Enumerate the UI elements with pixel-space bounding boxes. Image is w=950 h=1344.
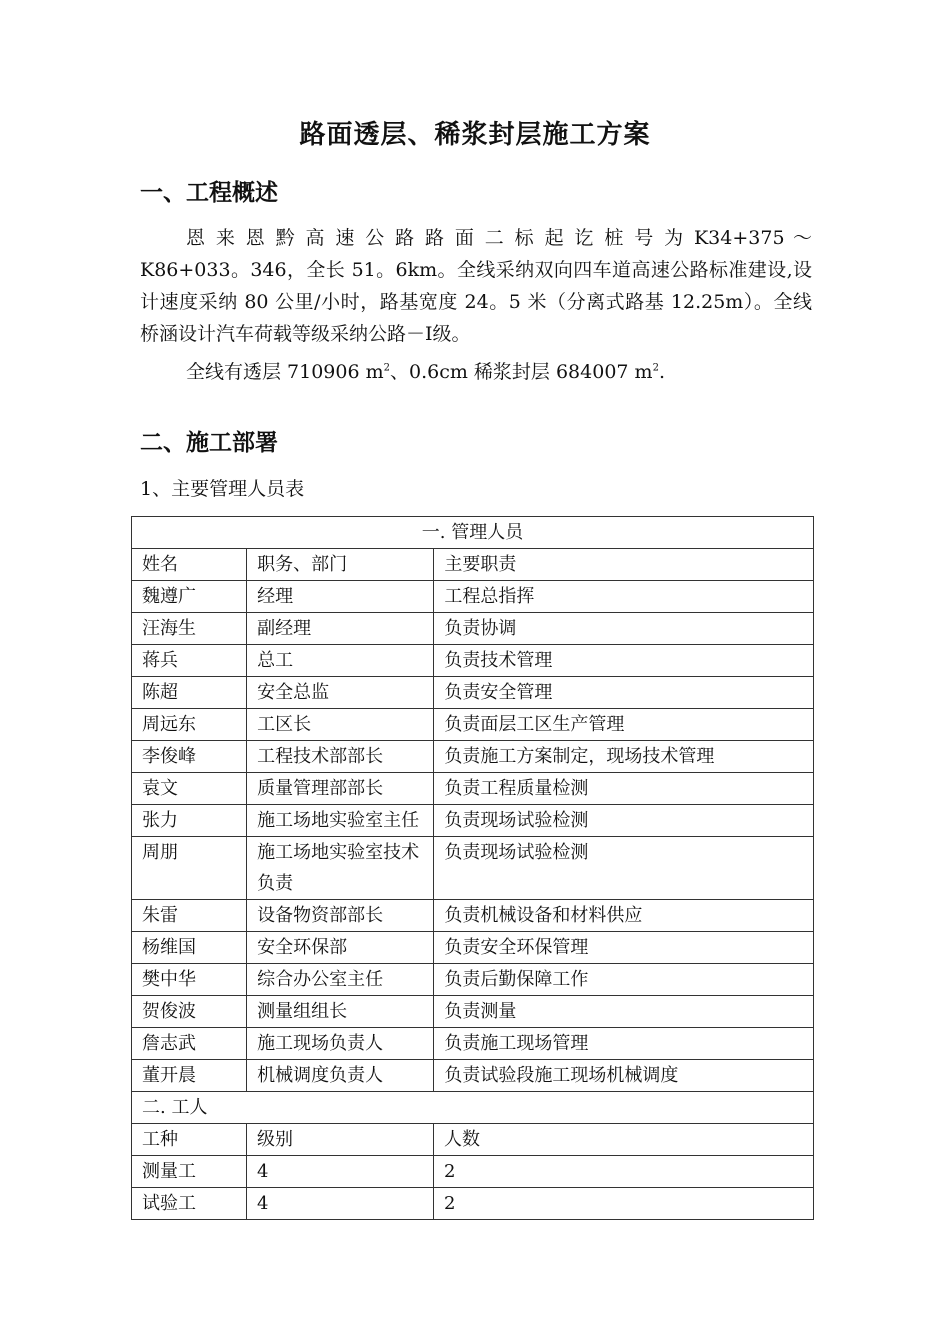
- staff-position-cell: 综合办公室主任: [247, 964, 434, 996]
- staff-duty-cell: 负责现场试验检测: [434, 837, 814, 900]
- staff-duty-cell: 负责测量: [434, 996, 814, 1028]
- worker-count-cell: 2: [444, 1161, 456, 1182]
- staff-position-cell: 质量管理部部长: [247, 773, 434, 805]
- staff-duty-cell: 负责协调: [434, 613, 814, 645]
- staff-name-cell: 陈超: [132, 677, 247, 709]
- workers-header: 二. 工人: [132, 1092, 814, 1124]
- table-row: [132, 773, 814, 805]
- table-row: [132, 964, 814, 996]
- staff-position-cell: 施工场地实验室主任: [247, 805, 434, 837]
- column-header-duties: 主要职责: [434, 549, 814, 581]
- worker-type-cell: 测量工: [132, 1156, 247, 1187]
- staff-duty-cell: 负责现场试验检测: [434, 805, 814, 837]
- staff-name-cell: 袁文: [132, 773, 247, 805]
- document-title: 路面透层、稀浆封层施工方案: [299, 120, 651, 150]
- staff-table-body: [132, 517, 814, 1220]
- table-row: [132, 996, 814, 1028]
- table-row: [132, 709, 814, 741]
- staff-duty-cell: 工程总指挥: [434, 581, 814, 613]
- staff-name-cell: 樊中华: [132, 964, 247, 996]
- staff-position-cell: 机械调度负责人: [247, 1060, 434, 1092]
- staff-name-cell: 杨维国: [132, 932, 247, 964]
- workers-header-row: [132, 1092, 814, 1124]
- worker-level-cell: 4: [247, 1156, 434, 1187]
- staff-position-cell: 测量组组长: [247, 996, 434, 1028]
- staff-duty-cell: 负责安全环保管理: [434, 932, 814, 964]
- table-row: [132, 1060, 814, 1092]
- worker-row-container: [132, 1188, 814, 1220]
- worker-row: [132, 1188, 814, 1220]
- table-row: [132, 581, 814, 613]
- staff-duty-cell: 负责后勤保障工作: [434, 964, 814, 996]
- worker-type-cell: 试验工: [132, 1188, 247, 1219]
- staff-position-cell: 总工: [247, 645, 434, 677]
- staff-name-cell: 汪海生: [132, 613, 247, 645]
- overview-quantities: [140, 356, 812, 388]
- table-row: [132, 932, 814, 964]
- staff-position-cell: 工程技术部部长: [247, 741, 434, 773]
- table-row: [132, 645, 814, 677]
- table-row: [132, 805, 814, 837]
- staff-position-cell: 安全环保部: [247, 932, 434, 964]
- staff-duty-cell: 负责面层工区生产管理: [434, 709, 814, 741]
- staff-name-cell: 周远东: [132, 709, 247, 741]
- staff-name-cell: 董开晨: [132, 1060, 247, 1092]
- worker-column-header-row: [132, 1124, 814, 1156]
- subheading-staff-table: 1、主要管理人员表: [140, 478, 305, 500]
- staff-table: [131, 516, 814, 1220]
- table-row: [132, 613, 814, 645]
- staff-name-cell: 贺俊波: [132, 996, 247, 1028]
- management-header: 一. 管理人员: [132, 517, 814, 549]
- staff-duty-cell: 负责机械设备和材料供应: [434, 900, 814, 932]
- table-row: [132, 1028, 814, 1060]
- quantity-text-a: 全线有透层 710906 m: [186, 361, 384, 383]
- section-heading-deployment: 二、施工部署: [140, 430, 278, 456]
- staff-duty-cell: 负责试验段施工现场机械调度: [434, 1060, 814, 1092]
- column-header-name: 姓名: [132, 549, 247, 581]
- quantity-text-b: 、0.6cm 稀浆封层 684007 m: [390, 361, 653, 383]
- section-heading-overview: 一、工程概述: [140, 180, 278, 206]
- staff-name-cell: 魏遵广: [132, 581, 247, 613]
- staff-name-cell: 张力: [132, 805, 247, 837]
- management-header-row: [132, 517, 814, 549]
- staff-name-cell: 朱雷: [132, 900, 247, 932]
- worker-count-cell: 2: [444, 1193, 456, 1214]
- table-row: [132, 900, 814, 932]
- staff-duty-cell: 负责施工方案制定，现场技术管理: [434, 741, 814, 773]
- worker-header-level: 级别: [247, 1124, 434, 1155]
- quantity-text-c: .: [658, 361, 665, 383]
- staff-position-cell: 工区长: [247, 709, 434, 741]
- worker-header-type: 工种: [132, 1124, 247, 1155]
- column-header-row: [132, 549, 814, 581]
- staff-position-cell: 经理: [247, 581, 434, 613]
- table-row: [132, 741, 814, 773]
- staff-position-cell: 设备物资部部长: [247, 900, 434, 932]
- staff-duty-cell: 负责技术管理: [434, 645, 814, 677]
- staff-duty-cell: 负责施工现场管理: [434, 1028, 814, 1060]
- staff-duty-cell: 负责工程质量检测: [434, 773, 814, 805]
- table-row: [132, 837, 814, 900]
- worker-level-cell: 4: [247, 1188, 434, 1219]
- staff-position-cell: 施工场地实验室技术负责: [247, 837, 434, 900]
- staff-position-cell: 副经理: [247, 613, 434, 645]
- worker-row: [132, 1156, 814, 1188]
- worker-header-count: 人数: [444, 1129, 480, 1150]
- staff-position-cell: 安全总监: [247, 677, 434, 709]
- table-row: [132, 677, 814, 709]
- staff-name-cell: 李俊峰: [132, 741, 247, 773]
- worker-column-header-row-container: [132, 1124, 814, 1156]
- overview-text: 恩 来 恩 黔 高 速 公 路 路 面 二 标 起 讫 桩 号 为 K34+375 ～ K86+033。346，全长 51。6km。全线采纳双向四车道高速公路标准建设,设计速度采纳 80 公里/小时，路基宽度 24。5 米（分离式路基 12.25m）。全线桥涵设计汽车荷载等级采纳公路－Ⅰ级。: [140, 227, 812, 345]
- staff-position-cell: 施工现场负责人: [247, 1028, 434, 1060]
- staff-name-cell: 周朋: [132, 837, 247, 900]
- column-header-position: 职务、部门: [247, 549, 434, 581]
- staff-duty-cell: 负责安全管理: [434, 677, 814, 709]
- staff-name-cell: 蒋兵: [132, 645, 247, 677]
- superscript-unit-2: 2: [652, 362, 659, 374]
- staff-name-cell: 詹志武: [132, 1028, 247, 1060]
- worker-row-container: [132, 1156, 814, 1188]
- overview-paragraph: [140, 222, 812, 388]
- superscript-unit-1: 2: [383, 362, 391, 374]
